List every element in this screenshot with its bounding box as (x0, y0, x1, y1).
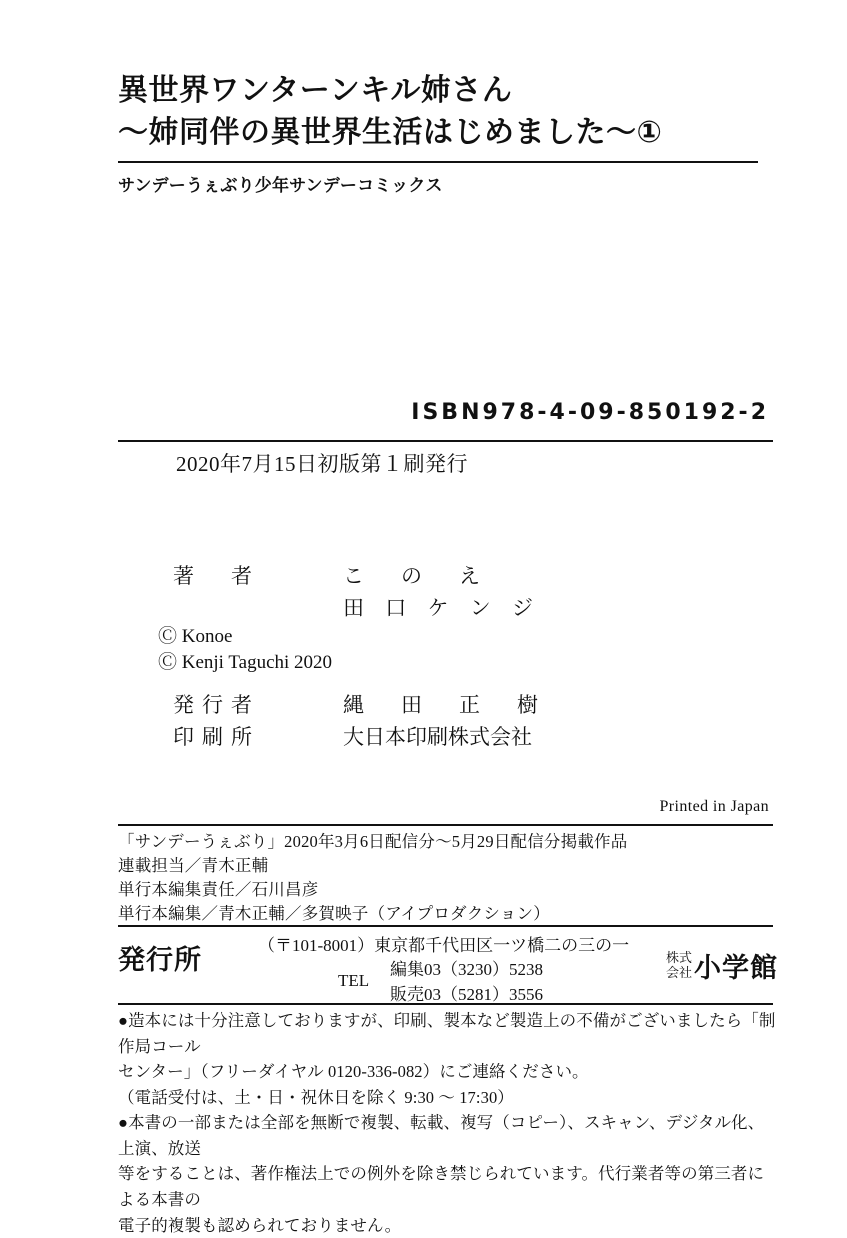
tel-word: TEL (338, 969, 369, 994)
notice-line-5: 等をすることは、著作権法上での例外を除き禁じられています。代行業者等の第三者による本書の (118, 1161, 778, 1212)
book-title-line-1: 異世界ワンターンキル姉さん (118, 72, 768, 110)
book-title-line-2: 〜姉同伴の異世界生活はじめました〜① (118, 114, 768, 152)
company-prefix-line-1: 株式 (666, 950, 692, 965)
printed-divider (118, 824, 773, 826)
publisher-company (666, 946, 778, 985)
credit-value-printer: 大日本印刷株式会社 (303, 721, 778, 751)
publisher-block (118, 930, 778, 1002)
printed-in-japan: Printed in Japan (660, 798, 770, 816)
credit-label-printer: 印刷所 (118, 721, 303, 751)
credit-row-printer (118, 721, 778, 751)
serialization-line-3: 単行本編集責任／石川昌彦 (118, 878, 627, 902)
publisher-telephone (390, 958, 543, 1007)
credit-value-publisher-person: 縄 田 正 樹 (303, 689, 778, 719)
company-name: 小学館 (694, 946, 778, 985)
credit-value-author-2: 田 口 ケ ン ジ (303, 592, 778, 622)
serialization-line-4: 単行本編集／青木正輔／多賀映子（アイプロダクション） (118, 902, 627, 926)
serialization-block (118, 830, 627, 926)
title-divider (118, 161, 758, 163)
serialization-line-2: 連載担当／青木正輔 (118, 854, 627, 878)
notices-block (118, 1008, 778, 1238)
publication-date: 2020年7月15日初版第１刷発行 (176, 448, 468, 478)
serialization-line-1: 「サンデーうぇぶり」2020年3月6日配信分〜5月29日配信分掲載作品 (118, 830, 627, 854)
credits-spacer (118, 675, 778, 689)
notice-line-4: ●本書の一部または全部を無断で複製、転載、複写（コピー）、スキャン、デジタル化、上演、放送 (118, 1110, 778, 1161)
notice-line-1: ●造本には十分注意しておりますが、印刷、製本など製造上の不備がございましたら「制作局コール (118, 1008, 778, 1059)
copyright-line-1: Ⓒ Konoe (118, 624, 778, 650)
notice-line-2: センター」（フリーダイヤル 0120-336-082）にご連絡ください。 (118, 1059, 778, 1085)
notices-divider (118, 1003, 773, 1005)
credit-label-author: 著 者 (118, 560, 303, 590)
tel-sales: 販売03（5281）3556 (390, 983, 543, 1008)
credits-block (118, 560, 778, 753)
company-prefix (666, 951, 692, 981)
company-prefix-line-2: 会社 (666, 965, 692, 980)
isbn-number: ISBN978-4-09-850192-2 (411, 400, 769, 425)
credit-row-author-2 (118, 592, 778, 622)
notice-line-6: 電子的複製も認められておりません。 (118, 1213, 778, 1238)
publisher-label: 発行所 (118, 938, 202, 977)
title-block (118, 72, 768, 196)
credit-row-publisher-person (118, 689, 778, 719)
isbn-divider (118, 440, 773, 442)
tel-editorial: 編集03（3230）5238 (390, 958, 543, 983)
credit-row-author (118, 560, 778, 590)
credit-value-author-1: こ の え (303, 560, 778, 590)
imprint-label: サンデーうぇぶり少年サンデーコミックス (118, 171, 768, 196)
publisher-address: （〒101-8001）東京都千代田区一ツ橋二の三の一 (258, 934, 629, 959)
credit-label-publisher-person: 発行者 (118, 689, 303, 719)
notice-line-3: （電話受付は、土・日・祝休日を除く 9:30 〜 17:30） (118, 1085, 778, 1111)
publisher-divider (118, 925, 773, 927)
copyright-line-2: Ⓒ Kenji Taguchi 2020 (118, 650, 778, 676)
